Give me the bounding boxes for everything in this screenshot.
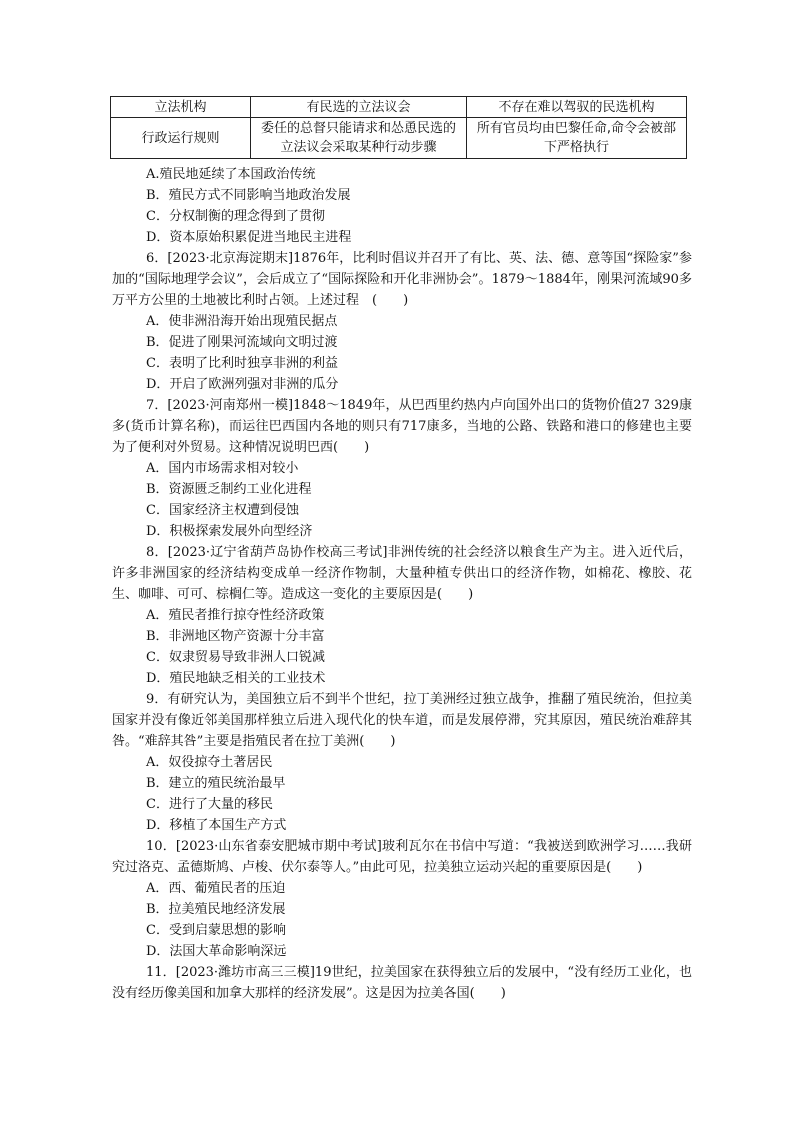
q9-option-c: C．进行了大量的移民 [146, 797, 273, 812]
q7-option-d: D．积极探索发展外向型经济 [146, 524, 313, 539]
table-cell: 行政运行规则 [111, 118, 251, 159]
table-cell: 委任的总督只能请求和怂恿民选的立法议会采取某种行动步骤 [251, 118, 467, 159]
q9-option-d: D．移植了本国生产方式 [146, 818, 287, 833]
q10-option-a: A．西、葡殖民者的压迫 [146, 881, 286, 896]
q10-option-c: C．受到启蒙思想的影响 [146, 923, 286, 938]
table-row [111, 97, 687, 118]
comparison-table [110, 96, 687, 159]
q8-option-a: A．殖民者推行掠夺性经济政策 [146, 608, 325, 623]
q8-option-c: C．奴隶贸易导致非洲人口锐减 [146, 650, 325, 665]
question-7-stem: 7．[2023·河南郑州一模]1848～1849年，从巴西里约热内卢向国外出口的货物价值27 329康多(货币计算名称)，而运往巴西国内各地的则只有717康多，当地的公路、铁路和港口的修建也主要为了便利对外贸易。这种情况说明巴西( ) [112, 398, 692, 455]
question-content [112, 164, 692, 1004]
question-9-stem: 9．有研究认为，美国独立后不到半个世纪，拉丁美洲经过独立战争，推翻了殖民统治，但拉美国家并没有像近邻美国那样独立后进入现代化的快车道，而是发展停滞，究其原因，殖民统治难辞其咎。“难辞其咎”主要是指殖民者在拉丁美洲( ) [112, 692, 692, 749]
q6-option-a: A．使非洲沿海开始出现殖民据点 [146, 314, 338, 329]
q8-option-b: B．非洲地区物产资源十分丰富 [146, 629, 325, 644]
q6-option-c: C．表明了比利时独享非洲的利益 [146, 356, 338, 371]
table-cell: 不存在难以驾驭的民选机构 [467, 97, 687, 118]
q9-option-a: A．奴役掠夺土著居民 [146, 755, 273, 770]
q7-option-c: C．国家经济主权遭到侵蚀 [146, 503, 299, 518]
table-row [111, 118, 687, 159]
question-8-stem: 8．[2023·辽宁省葫芦岛协作校高三考试]非洲传统的社会经济以粮食生产为主。进入近代后，许多非洲国家的经济结构变成单一经济作物制，大量种植专供出口的经济作物，如棉花、橡胶、花生、咖啡、可可、棕榈仁等。造成这一变化的主要原因是( ) [112, 545, 692, 602]
q7-option-a: A．国内市场需求相对较小 [146, 461, 299, 476]
q10-option-b: B．拉美殖民地经济发展 [146, 902, 286, 917]
q5-option-d: D．资本原始积累促进当地民主进程 [146, 230, 352, 245]
table-cell: 立法机构 [111, 97, 251, 118]
q6-option-d: D．开启了欧洲列强对非洲的瓜分 [146, 377, 339, 392]
q5-option-c: C．分权制衡的理念得到了贯彻 [146, 209, 325, 224]
question-11-stem: 11．[2023·潍坊市高三三模]19世纪，拉美国家在获得独立后的发展中，“没有经历工业化，也没有经历像美国和加拿大那样的经济发展”。这是因为拉美各国( ) [112, 965, 692, 1001]
q8-option-d: D．殖民地缺乏相关的工业技术 [146, 671, 326, 686]
q6-option-b: B．促进了刚果河流域向文明过渡 [146, 335, 338, 350]
q5-option-b: B．殖民方式不同影响当地政治发展 [146, 188, 351, 203]
q7-option-b: B．资源匮乏制约工业化进程 [146, 482, 312, 497]
table-cell: 有民选的立法议会 [251, 97, 467, 118]
table-cell: 所有官员均由巴黎任命,命令会被部下严格执行 [467, 118, 687, 159]
question-6-stem: 6．[2023·北京海淀期末]1876年，比利时倡议并召开了有比、英、法、德、意等国“探险家”参加的“国际地理学会议”，会后成立了“国际探险和开化非洲协会”。1879～1884年，刚果河流域90多万平方公里的土地被比利时占领。上述过程 ( ) [112, 251, 692, 308]
q10-option-d: D．法国大革命影响深远 [146, 944, 287, 959]
question-10-stem: 10．[2023·山东省泰安肥城市期中考试]玻利瓦尔在书信中写道：“我被送到欧洲学习……我研究过洛克、孟德斯鸠、卢梭、伏尔泰等人。”由此可见，拉美独立运动兴起的重要原因是( ) [112, 839, 692, 875]
q9-option-b: B．建立的殖民统治最早 [146, 776, 286, 791]
q5-option-a: A.殖民地延续了本国政治传统 [146, 167, 316, 182]
